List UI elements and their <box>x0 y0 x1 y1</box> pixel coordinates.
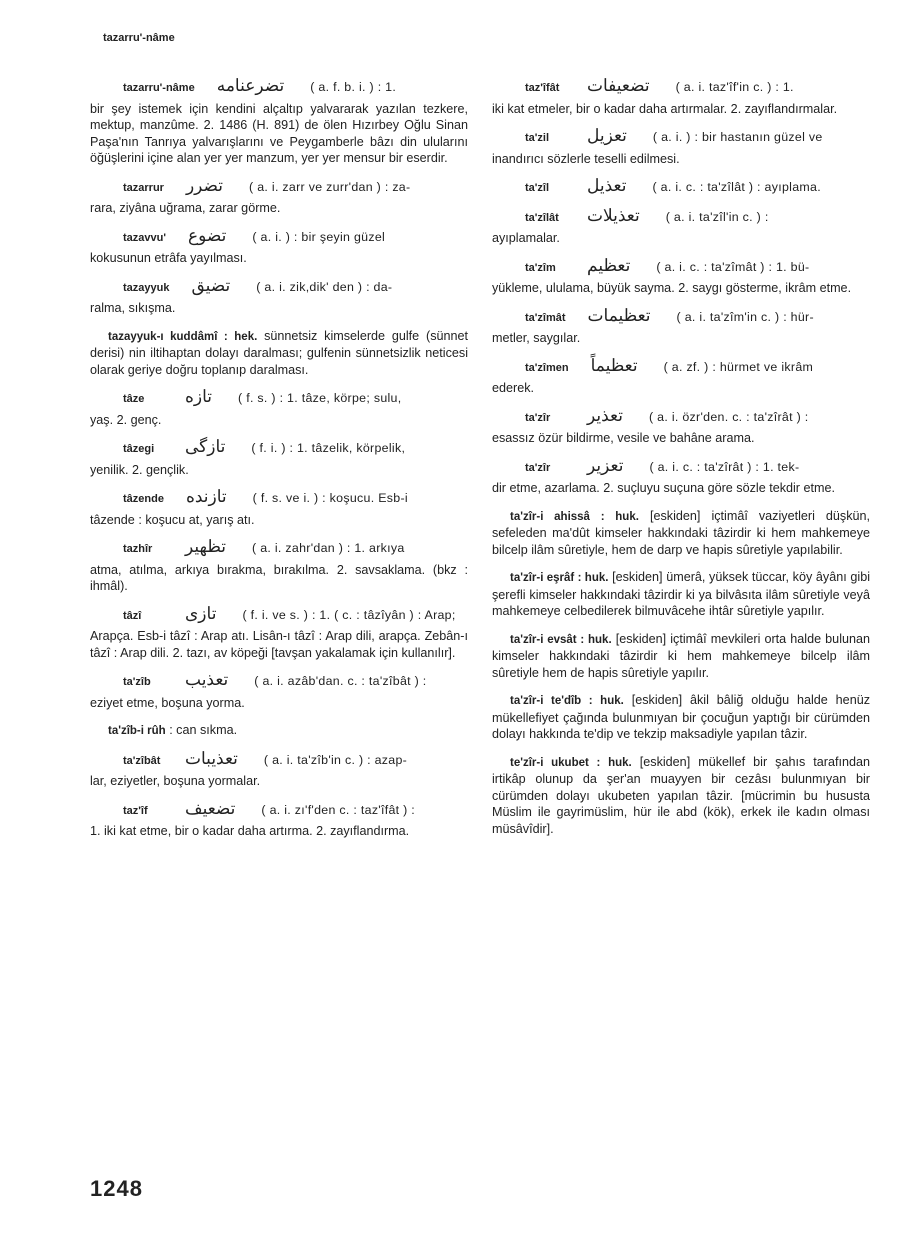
entry-headline <box>90 439 468 458</box>
sub-entry <box>492 631 870 682</box>
entry-arabic-script: تازگی <box>185 437 226 457</box>
dictionary-entry <box>90 275 468 317</box>
entry-grammar: ( a. f. b. i. ) : 1. <box>310 80 397 94</box>
entry-arabic-script: تعظيم <box>587 255 631 276</box>
entry-grammar: ( a. i. özr'den. c. : ta'zîrât ) : <box>648 409 809 424</box>
entry-arabic-script: تضرر <box>185 175 224 196</box>
dictionary-entry <box>90 389 468 428</box>
entry-grammar: ( a. i. taz'îf'in c. ) : 1. <box>675 80 794 94</box>
sub-entry-definition: : can sıkma. <box>169 723 238 737</box>
sub-entry-definition: [eskiden] ümerâ, yüksek tüccar, köy âyânı gibi şerefli kimseler hakkındaki tâzirdir ki ya bilvâsıta ilâm sûretiyle veyâ mahkemeye celbedilerek bilmuvâcehe ihtâr sûretiyle yapılır. <box>492 570 871 618</box>
entry-headline <box>492 128 870 147</box>
entry-arabic-script: تضرعنامه <box>216 76 285 96</box>
sub-entry-headword: ta'zîr-i evsât : huk. <box>510 633 612 646</box>
entry-definition: kokusunun etrâfa yayılması. <box>90 251 247 265</box>
entry-arabic-script: تعظيمات <box>587 305 651 326</box>
sub-entry-headword: ta'zîr-i te'dîb : huk. <box>510 695 624 707</box>
entry-arabic-script: تازنده <box>185 487 227 507</box>
entry-grammar: ( a. i. c. : ta'zîrât ) : 1. tek- <box>649 459 800 474</box>
entry-grammar: ( a. i. ta'zîb'in c. ) : azap- <box>263 752 408 767</box>
entry-arabic-script: تضيق <box>191 275 231 296</box>
dictionary-entry <box>492 255 870 297</box>
entry-headline <box>90 672 468 691</box>
entry-definition: ralma, sıkışma. <box>90 301 176 315</box>
entry-grammar: ( a. i. zik,dik' den ) : da- <box>256 279 393 294</box>
entry-headword: ta'zîl <box>525 182 550 194</box>
entry-headline <box>90 489 468 508</box>
entry-headline <box>492 78 870 97</box>
entry-headline <box>90 275 468 297</box>
entry-grammar: ( a. i. ) : bir hastanın güzel ve <box>652 130 823 144</box>
entry-definition: iki kat etmeler, bir o kadar daha artırmalar. 2. zayıflandırmalar. <box>492 101 838 116</box>
entry-headline <box>90 225 468 247</box>
entry-grammar: ( a. i. ta'zîm'in c. ) : hür- <box>676 309 814 324</box>
dictionary-entry <box>90 672 468 711</box>
entry-headword: ta'zil <box>525 132 550 144</box>
sub-entry <box>90 722 468 740</box>
entry-arabic-script: تازی <box>185 603 217 624</box>
entry-headword: taz'îfât <box>525 82 560 94</box>
entry-grammar: ( f. s. ve i. ) : koşucu. Esb-i <box>252 491 408 505</box>
dictionary-entry <box>90 175 468 217</box>
entry-headline <box>492 405 870 427</box>
entry-headline <box>90 175 468 197</box>
sub-entry-headword: ta'zîr-i eşrâf : huk. <box>510 572 609 584</box>
entry-arabic-script: تعزير <box>587 455 624 476</box>
sub-entry <box>492 754 870 838</box>
entry-headword: ta'zîr <box>525 411 551 424</box>
right-column <box>492 78 870 848</box>
entry-headword: tâze <box>123 393 145 405</box>
sub-entry-definition: [eskiden] içtimâî mevkileri orta halde bulunan kimseler hakkındaki tâzirdir ki hem mahkemeye bilcelp ilâm sûretiyle hem de hapis sûretiyle yapılır. <box>492 631 871 680</box>
entry-headword: ta'zîb <box>123 676 151 688</box>
left-column <box>90 78 468 851</box>
entry-arabic-script: تضعيفات <box>587 76 650 96</box>
dictionary-entry <box>492 405 870 447</box>
entry-arabic-script: تعذيبات <box>185 748 238 769</box>
entry-definition: ederek. <box>492 381 535 395</box>
entry-headword: ta'zîr <box>525 461 551 474</box>
entry-definition: rara, ziyâna uğrama, zarar görme. <box>90 201 281 215</box>
dictionary-entry <box>90 539 468 595</box>
sub-entry-definition: [eskiden] âkil bâliğ olduğu halde henüz mükellefiyet çağında bulunmıyan bir çocuğun yaptığı bir cürümden dolayı hakkında te'dip ve tekzip maksadiyle yapılan tâzir. <box>492 693 870 741</box>
entry-headword: ta'zîlât <box>525 211 559 224</box>
entry-arabic-script: تعظيماً <box>590 355 638 376</box>
entry-headline <box>492 255 870 277</box>
entry-headword: tazarru'-nâme <box>123 82 195 94</box>
dictionary-entry <box>492 78 870 117</box>
entry-headline <box>492 305 870 327</box>
entry-arabic-script: تظهير <box>185 537 227 557</box>
dictionary-entry <box>90 748 468 790</box>
entry-arabic-script: تازه <box>185 387 213 407</box>
entry-grammar: ( a. i. zı'f'den c. : taz'îfât ) : <box>261 802 416 817</box>
sub-entry-headword: tazayyuk-ı kuddâmî : hek. <box>108 330 258 343</box>
entry-headword: tazhîr <box>123 543 153 555</box>
entry-definition: dir etme, azarlama. 2. suçluyu suçuna göre sözle tekdir etme. <box>492 481 835 495</box>
entry-definition: yükleme, ululama, büyük sayma. 2. saygı gösterme, ikrâm etme. <box>492 281 852 295</box>
entry-grammar: ( a. i. c. : ta'zîmât ) : 1. bü- <box>656 259 810 274</box>
entry-definition: eziyet etme, boşuna yorma. <box>90 695 245 710</box>
running-head: tazarru'-nâme <box>103 32 175 44</box>
entry-grammar: ( a. i. ta'zîl'in c. ) : <box>665 209 769 224</box>
dictionary-entry <box>90 78 468 167</box>
entry-headword: tazavvu' <box>123 231 166 244</box>
entry-grammar: ( a. i. zahr'dan ) : 1. arkıya <box>252 541 405 555</box>
entry-headline <box>492 205 870 227</box>
entry-headword: ta'zîmen <box>525 361 569 374</box>
entry-arabic-script: تعذير <box>587 405 623 426</box>
entry-grammar: ( a. i. azâb'dan. c. : ta'zîbât ) : <box>254 674 427 688</box>
entry-headword: ta'zîbât <box>123 754 161 767</box>
entry-headline <box>90 603 468 625</box>
entry-grammar: ( f. i. ve s. ) : 1. ( c. : tâzîyân ) : Arap; <box>242 607 456 622</box>
entry-headline <box>492 455 870 477</box>
sub-entry-definition: sünnetsiz kimselerde gulfe (sünnet derisi) nin iltihaptan dolayı daralması; gulfenin sünnetsizlik neticesi olarak geriye doğru toplanıp daralması. <box>90 328 469 377</box>
entry-definition: yenilik. 2. gençlik. <box>90 462 189 477</box>
entry-arabic-script: تعذيب <box>185 670 229 690</box>
entry-grammar: ( a. i. c. : ta'zîlât ) : ayıplama. <box>652 180 821 194</box>
entry-headline <box>90 389 468 408</box>
entry-definition: bir şey istemek için kendini alçaltıp yalvararak yazılan tezkere, mektup, manzûme. 2. 1486 (H. 891) de ölen Hızırbey Oğlu Sinan Paşa'nın Tanrıya yalvarışlarını ve Peygamberle bâzı din ulularını öğüşlerini içine alan yer yer manzum, yer yer mensur bir eserdir. <box>90 101 468 165</box>
dictionary-entry <box>492 205 870 247</box>
entry-headword: tâzî <box>123 609 142 622</box>
entry-definition: tâzende : koşucu at, yarış atı. <box>90 512 255 527</box>
dictionary-entry <box>90 439 468 478</box>
entry-headline <box>492 355 870 377</box>
sub-entry <box>90 328 468 379</box>
entry-headword: tâzende <box>123 493 164 505</box>
entry-arabic-script: تعزيل <box>587 126 627 146</box>
sub-entry-headword: ta'zîb-i rûh <box>108 725 166 737</box>
entry-definition: metler, saygılar. <box>492 331 581 345</box>
entry-arabic-script: تضعيف <box>185 798 236 819</box>
dictionary-entry <box>90 798 468 840</box>
entry-headword: tazayyuk <box>123 281 170 294</box>
sub-entry <box>492 569 870 620</box>
dictionary-entry <box>90 225 468 267</box>
dictionary-entry <box>492 455 870 497</box>
entry-grammar: ( a. i. ) : bir şeyin güzel <box>252 229 386 244</box>
sub-entry-definition: [eskiden] içtimâî vaziyetleri düşkün, sefeleden ma'dût kimseler hakkındaki tâzirdir ki hem mahkemeye bilcelp ilâm sûretiyle, hem de darp ve hapis sûretiyle yapılabilir. <box>492 508 871 557</box>
entry-headword: tâzegi <box>123 443 155 455</box>
sub-entry-definition: [eskiden] mükellef bir şahıs tarafından irtikâp olunup da şer'an muayyen bir cezâsı bulunmıyan bir cürümden dolayı ukubeten yapılan tâzir. [mücrimin bu hususta Müslim ile gayrimüslim, hür ile abd (kök), erkek ile kadın olması müsâvîdir]. <box>492 754 871 836</box>
entry-arabic-script: تعذيل <box>587 176 627 196</box>
entry-grammar: ( f. i. ) : 1. tâzelik, körpelik, <box>251 441 406 455</box>
entry-headline <box>90 748 468 770</box>
entry-headword: taz'îf <box>123 804 148 817</box>
dictionary-entry <box>492 128 870 167</box>
entry-grammar: ( a. zf. ) : hürmet ve ikrâm <box>663 359 814 374</box>
dictionary-entry <box>492 355 870 397</box>
sub-entry-headword: ta'zîr-i ahissâ : huk. <box>510 510 639 523</box>
dictionary-entry <box>492 305 870 347</box>
entry-definition: yaş. 2. genç. <box>90 412 162 427</box>
entry-arabic-script: تضوع <box>187 225 227 246</box>
entry-headline <box>492 178 870 197</box>
entry-arabic-script: تعذيلات <box>587 205 640 226</box>
entry-headword: ta'zîmât <box>525 311 566 324</box>
entry-definition: atma, atılma, arkıya bırakma, bırakılma. 2. savsaklama. (bkz : ihmâl). <box>90 562 468 593</box>
entry-grammar: ( f. s. ) : 1. tâze, körpe; sulu, <box>238 391 402 405</box>
entry-headline <box>90 798 468 820</box>
entry-definition: 1. iki kat etme, bir o kadar daha artırma. 2. zayıflandırma. <box>90 824 410 838</box>
entry-headline <box>90 539 468 558</box>
sub-entry <box>492 508 870 559</box>
entry-headword: tazarrur <box>123 181 164 194</box>
entry-definition: esassız özür bildirme, vesile ve bahâne arama. <box>492 431 755 445</box>
dictionary-entry <box>492 178 870 197</box>
entry-headword: ta'zîm <box>525 261 556 274</box>
dictionary-entry <box>90 489 468 528</box>
entry-definition: inandırıcı sözlerle teselli edilmesi. <box>492 151 680 166</box>
sub-entry <box>492 692 870 743</box>
sub-entry-headword: te'zîr-i ukubet : huk. <box>510 756 632 769</box>
entry-headline <box>90 78 468 97</box>
entry-definition: ayıplamalar. <box>492 231 560 245</box>
entry-definition: lar, eziyetler, boşuna yormalar. <box>90 774 261 788</box>
dictionary-entry <box>90 603 468 662</box>
entry-definition: Arapça. Esb-i tâzî : Arap atı. Lisân-ı tâzî : Arap dili, arapça. Zebân-ı tâzî : Arap dili. 2. tazı, av köpeği [tavşan yakalamak için kullanılır]. <box>90 629 468 660</box>
entry-grammar: ( a. i. zarr ve zurr'dan ) : za- <box>249 179 411 194</box>
page-number: 1248 <box>90 1176 143 1201</box>
